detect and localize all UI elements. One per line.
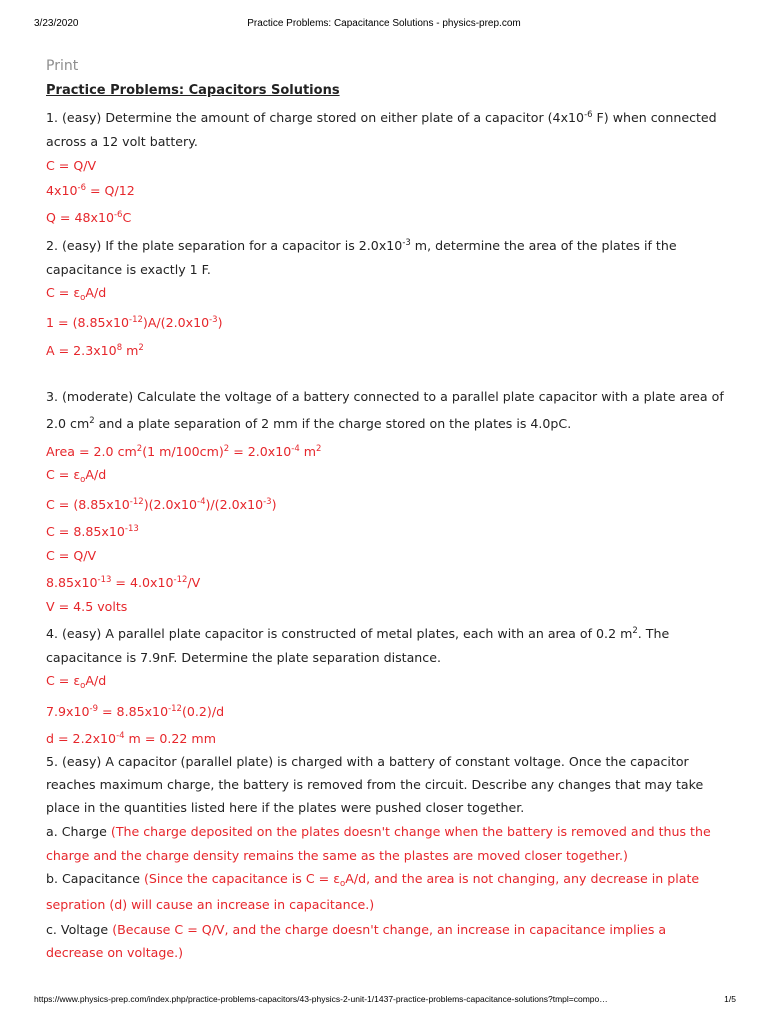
page-title: Practice Problems: Capacitors Solutions xyxy=(46,83,340,98)
problem-3-question-line-1: 3. (moderate) Calculate the voltage of a battery connected to a parallel plate capacitor with a plate area of xyxy=(46,389,724,404)
problem-4-solution-step-2: $7.9x10^{-9} = 8.85x10^{-12}(0.2)/d$ xyxy=(46,704,225,719)
problem-5-question-line-3: place in the quantities listed here if the plates were pushed closer together. xyxy=(46,800,525,815)
page-footer xyxy=(0,994,768,1010)
problem-1-question-line-2: across a 12 volt battery. xyxy=(46,134,198,149)
problem-5-answer-c-line-1: c. Voltage (Because C = Q/V, and the charge doesn't change, an increase in capacitance implies a xyxy=(46,922,667,937)
page-header xyxy=(0,18,768,34)
problem-5-answer-b-line-1: b. Capacitance (Since the capacitance is $C = \varepsilon_oA/d$, and the area is not changing, any decrease in plate xyxy=(46,871,700,889)
problem-3-question-line-2: 2.0 $cm^2$ and a plate separation of 2 mm if the charge stored on the plates is 4.0pC. xyxy=(46,416,572,431)
problem-5-question-line-1: 5. (easy) A capacitor (parallel plate) is charged with a battery of constant voltage. Once the capacitor xyxy=(46,754,689,769)
problem-5-answer-b-line-2: sepration (d) will cause an increase in capacitance.) xyxy=(46,897,375,912)
problem-5-answer-c-line-2: decrease on voltage.) xyxy=(46,945,184,960)
problem-2-solution-step-3: $A = 2.3x10^8$ $m^2$ xyxy=(46,343,144,358)
source-url: https://www.physics-prep.com/index.php/practice-problems-capacitors/43-physics-2-unit-1/1437-practice-problems-capacitance-solutions?tmpl=compo… xyxy=(34,994,608,1004)
problem-5-answer-a-line-2: charge and the charge density remains the same as the plastes are moved closer together.) xyxy=(46,848,628,863)
print-link[interactable]: Print xyxy=(46,58,79,74)
problem-3-solution-step-1: Area = 2.0 $cm^2(1$ $m/100cm)^2 = 2.0x10^{-4}$ $m^2$ xyxy=(46,444,322,459)
problem-2-question-line-2: capacitance is exactly 1 F. xyxy=(46,262,211,277)
problem-5-answer-a-line-1: a. Charge (The charge deposited on the plates doesn't change when the battery is removed and thus the xyxy=(46,824,711,839)
problem-2-solution-step-1: $C = \varepsilon_oA/d$ xyxy=(46,285,107,303)
problem-4-question-line-2: capacitance is 7.9nF. Determine the plate separation distance. xyxy=(46,650,441,665)
problem-3-solution-step-3: $C = (8.85x10^{-12})(2.0x10^{-4})/(2.0x10^{-3})$ xyxy=(46,497,277,512)
problem-3-solution-step-6: $8.85x10^{-13} = 4.0x10^{-12}/V$ xyxy=(46,575,201,590)
problem-5-question-line-2: reaches maximum charge, the battery is removed from the circuit. Describe any changes that may take xyxy=(46,777,704,792)
print-date: 3/23/2020 xyxy=(34,18,79,29)
problem-3-solution-step-2: $C = \varepsilon_oA/d$ xyxy=(46,467,107,485)
page-number: 1/5 xyxy=(724,994,736,1004)
problem-3-solution-step-5: C = Q/V xyxy=(46,548,97,563)
problem-3-solution-step-7: V = 4.5 volts xyxy=(46,599,128,614)
problem-2-question-line-1: 2. (easy) If the plate separation for a capacitor is $2.0x10^{-3}$ m, determine the area of the plates if the xyxy=(46,238,677,253)
problem-4-solution-step-3: $d = 2.2x10^{-4}$ m = 0.22 mm xyxy=(46,731,216,746)
problem-1-solution-step-3: $Q = 48x10^{-6}C$ xyxy=(46,210,132,225)
problem-4-solution-step-1: $C = \varepsilon_oA/d$ xyxy=(46,673,107,691)
problem-4-question-line-1: 4. (easy) A parallel plate capacitor is constructed of metal plates, each with an area of 0.2 $m^2$. The xyxy=(46,626,670,641)
problem-1-solution-step-1: C = Q/V xyxy=(46,158,97,173)
problem-1-question-line-1: 1. (easy) Determine the amount of charge stored on either plate of a capacitor ($4x10^{-6}$ F) when connected xyxy=(46,110,717,125)
problem-2-solution-step-2: $1 = (8.85x10^{-12})A/(2.0x10^{-3})$ xyxy=(46,315,223,330)
problem-3-solution-step-4: $C = 8.85x10^{-13}$ xyxy=(46,524,139,539)
problem-1-solution-step-2: $4x10^{-6} = Q/12$ xyxy=(46,183,135,198)
document-title: Practice Problems: Capacitance Solutions - physics-prep.com xyxy=(247,18,521,29)
